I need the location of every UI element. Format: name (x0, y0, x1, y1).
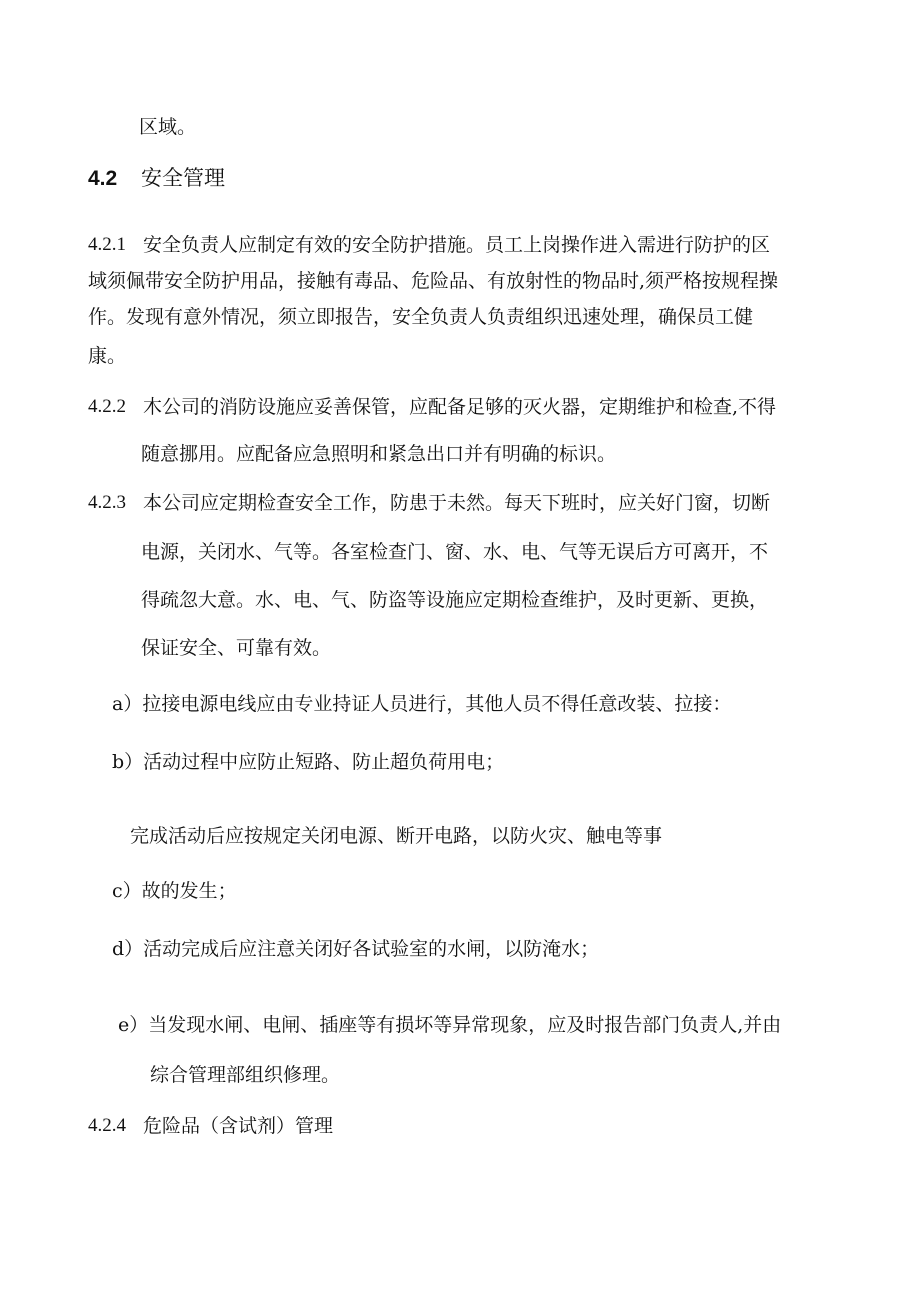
list-item: e）当发现水闸、电闸、插座等有损坏等异常现象，应及时报告部门负责人,并由 (118, 1014, 782, 1036)
clause-text: 木公司的消防设施应妥善保管，应配备足够的灭火器，定期维护和检查,不得 (143, 396, 777, 418)
list-item: a）拉接电源电线应由专业持证人员进行，其他人员不得任意改装、拉接： (112, 693, 732, 715)
clause-number: 4.2.4 (88, 1115, 126, 1136)
clause-text: 本公司应定期检查安全工作，防患于未然。每天下班时，应关好门窗，切断 (143, 492, 771, 514)
clause-title: 危险品（含试剂）管理 (143, 1115, 334, 1137)
clause-number: 4.2.1 (88, 234, 126, 255)
list-item: c）故的发生； (112, 880, 237, 902)
clause-text: 电源，关闭水、气等。各室检查门、窗、水、电、气等无误后方可离开，不 (141, 541, 769, 563)
section-number: 4.2 (88, 167, 118, 190)
list-item: b）活动过程中应防止短路、防止超负荷用电； (112, 751, 505, 773)
clause-text: 作。发现有意外情况，须立即报告，安全负责人负责组织迅速处理，确保员工健 (88, 306, 754, 328)
clause-text: 保证安全、可靠有效。 (141, 637, 332, 659)
section-title: 安全管理 (141, 166, 225, 190)
list-item-continuation: 综合管理部组织修理。 (150, 1064, 341, 1086)
clause-text: 得疏忽大意。水、电、气、防盗等设施应定期检查维护，及时更新、更换， (141, 589, 769, 611)
clause-text: 随意挪用。应配备应急照明和紧急出口并有明确的标识。 (141, 443, 617, 465)
list-item: d）活动完成后应注意关闭好各试验室的水闸，以防淹水； (112, 938, 600, 960)
clause-text: 域须佩带安全防护用品，接触有毒品、危险品、有放射性的物品时,须严格按规程操 (88, 270, 779, 292)
continuation-text: 区域。 (139, 116, 197, 138)
clause-text: 安全负责人应制定有效的安全防护措施。员工上岗操作进入需进行防护的区 (143, 234, 771, 256)
clause-number: 4.2.3 (88, 492, 126, 513)
clause-number: 4.2.2 (88, 396, 126, 417)
clause-text: 康。 (88, 345, 127, 367)
list-item-loose-text: 完成活动后应按规定关闭电源、断开电路，以防火灾、触电等事 (130, 825, 663, 847)
section-heading (88, 165, 225, 192)
